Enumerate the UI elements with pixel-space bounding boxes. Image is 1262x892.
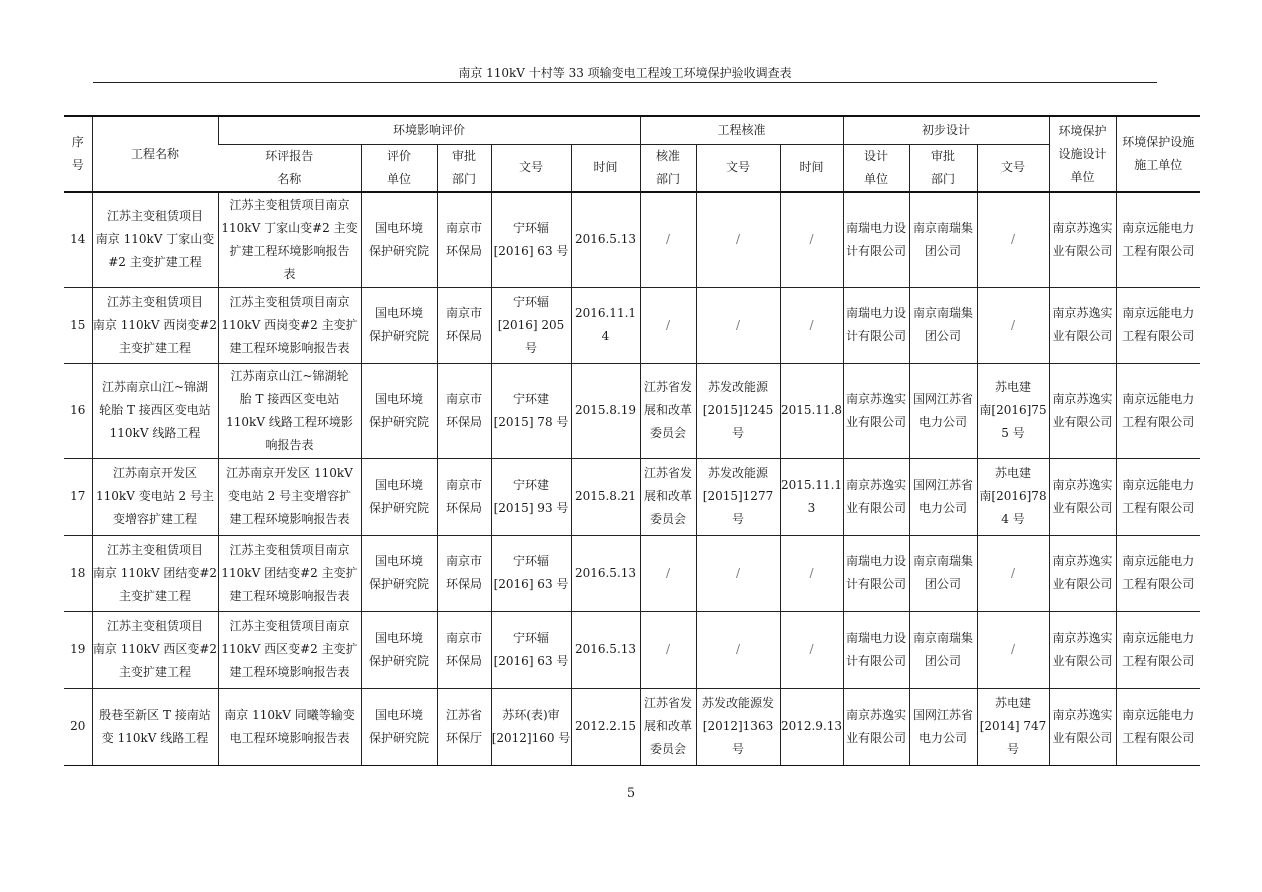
header-approve-dept: 核准 部门 — [640, 144, 696, 192]
cell-design-doc: 苏电建 [2014] 747 号 — [977, 688, 1049, 765]
cell-project-name: 江苏南京山江~锦湖 轮胎 T 接西区变电站 110kV 线路工程 — [92, 363, 218, 458]
cell-no: 19 — [64, 611, 92, 688]
cell-review-dept: 南京市 环保局 — [437, 363, 491, 458]
cell-design-doc: / — [977, 192, 1049, 287]
acceptance-survey-table — [64, 115, 1200, 766]
header-env-build-unit: 环境保护设施 施工单位 — [1116, 116, 1200, 192]
cell-env-build-unit: 南京远能电力 工程有限公司 — [1116, 363, 1200, 458]
cell-report-name: 江苏南京山江~锦湖轮 胎 T 接西区变电站 110kV 线路工程环境影 响报告表 — [218, 363, 361, 458]
cell-no: 20 — [64, 688, 92, 765]
cell-design-review: 南京南瑞集 团公司 — [909, 287, 977, 363]
table-row — [64, 192, 1200, 287]
cell-project-name: 江苏主变租赁项目 南京 110kV 团结变#2 主变扩建工程 — [92, 535, 218, 611]
cell-approve-doc: 苏发改能源 [2015]1245 号 — [696, 363, 780, 458]
cell-design-doc: / — [977, 611, 1049, 688]
header-group-design: 初步设计 — [843, 116, 1049, 144]
cell-approve-time: 2015.11.8 — [780, 363, 843, 458]
cell-approve-time: / — [780, 611, 843, 688]
cell-design-review: 南京南瑞集 团公司 — [909, 611, 977, 688]
cell-env-design-unit: 南京苏逸实 业有限公司 — [1049, 535, 1116, 611]
cell-approve-doc: / — [696, 192, 780, 287]
cell-design-unit: 南京苏逸实 业有限公司 — [843, 458, 909, 535]
cell-design-review: 南京南瑞集 团公司 — [909, 192, 977, 287]
cell-approve-dept: 江苏省发 展和改革 委员会 — [640, 688, 696, 765]
cell-design-doc: 苏电建 南[2016]755 号 — [977, 363, 1049, 458]
cell-approve-time: 2015.11.13 — [780, 458, 843, 535]
cell-approve-time: / — [780, 287, 843, 363]
cell-approve-dept: 江苏省发 展和改革 委员会 — [640, 458, 696, 535]
cell-design-doc: / — [977, 535, 1049, 611]
page-header: 南京 110kV 十村等 33 项输变电工程竣工环境保护验收调查表 — [458, 66, 792, 80]
header-time: 时间 — [571, 144, 640, 192]
header-group-approval: 工程核准 — [640, 116, 843, 144]
header-group-eia: 环境影响评价 — [218, 116, 640, 144]
cell-doc-no: 宁环辐 [2016] 205 号 — [491, 287, 571, 363]
cell-approve-dept: 江苏省发 展和改革 委员会 — [640, 363, 696, 458]
table-row — [64, 363, 1200, 458]
header-eval-unit: 评价 单位 — [361, 144, 437, 192]
cell-report-name: 江苏主变租赁项目南京 110kV 西岗变#2 主变扩 建工程环境影响报告表 — [218, 287, 361, 363]
cell-approve-doc: 苏发改能源发 [2012]1363 号 — [696, 688, 780, 765]
cell-no: 14 — [64, 192, 92, 287]
cell-eval-unit: 国电环境 保护研究院 — [361, 535, 437, 611]
header-design-doc: 文号 — [977, 144, 1049, 192]
cell-doc-no: 宁环辐 [2016] 63 号 — [491, 192, 571, 287]
cell-time: 2016.11.14 — [571, 287, 640, 363]
cell-env-build-unit: 南京远能电力 工程有限公司 — [1116, 535, 1200, 611]
header-doc-no: 文号 — [491, 144, 571, 192]
cell-env-design-unit: 南京苏逸实 业有限公司 — [1049, 611, 1116, 688]
cell-doc-no: 宁环辐 [2016] 63 号 — [491, 535, 571, 611]
table-row — [64, 611, 1200, 688]
cell-design-unit: 南瑞电力设 计有限公司 — [843, 192, 909, 287]
cell-design-doc: / — [977, 287, 1049, 363]
cell-time: 2016.5.13 — [571, 535, 640, 611]
cell-approve-doc: 苏发改能源 [2015]1277 号 — [696, 458, 780, 535]
cell-env-design-unit: 南京苏逸实 业有限公司 — [1049, 688, 1116, 765]
cell-eval-unit: 国电环境 保护研究院 — [361, 192, 437, 287]
cell-approve-time: 2012.9.13 — [780, 688, 843, 765]
cell-approve-doc: / — [696, 535, 780, 611]
cell-project-name: 江苏主变租赁项目 南京 110kV 西区变#2 主变扩建工程 — [92, 611, 218, 688]
cell-approve-time: / — [780, 535, 843, 611]
header-project-name: 工程名称 — [92, 116, 218, 192]
header-env-design-unit: 环境保护 设施设计 单位 — [1049, 116, 1116, 192]
cell-time: 2016.5.13 — [571, 192, 640, 287]
cell-design-review: 国网江苏省 电力公司 — [909, 458, 977, 535]
header-report-name: 环评报告 名称 — [218, 144, 361, 192]
cell-review-dept: 南京市 环保局 — [437, 611, 491, 688]
cell-no: 18 — [64, 535, 92, 611]
cell-approve-time: / — [780, 192, 843, 287]
header-no: 序 号 — [64, 116, 92, 192]
cell-env-design-unit: 南京苏逸实 业有限公司 — [1049, 287, 1116, 363]
cell-project-name: 江苏南京开发区 110kV 变电站 2 号主 变增容扩建工程 — [92, 458, 218, 535]
table-row — [64, 458, 1200, 535]
table-row — [64, 287, 1200, 363]
cell-time: 2015.8.19 — [571, 363, 640, 458]
cell-report-name: 江苏主变租赁项目南京 110kV 西区变#2 主变扩 建工程环境影响报告表 — [218, 611, 361, 688]
cell-review-dept: 南京市 环保局 — [437, 192, 491, 287]
cell-env-build-unit: 南京远能电力 工程有限公司 — [1116, 611, 1200, 688]
cell-time: 2012.2.15 — [571, 688, 640, 765]
cell-env-design-unit: 南京苏逸实 业有限公司 — [1049, 363, 1116, 458]
cell-design-unit: 南京苏逸实 业有限公司 — [843, 688, 909, 765]
cell-no: 16 — [64, 363, 92, 458]
table-row — [64, 535, 1200, 611]
page-number: 5 — [626, 786, 636, 801]
cell-design-unit: 南瑞电力设 计有限公司 — [843, 535, 909, 611]
cell-design-doc: 苏电建 南[2016]784 号 — [977, 458, 1049, 535]
cell-design-review: 南京南瑞集 团公司 — [909, 535, 977, 611]
cell-eval-unit: 国电环境 保护研究院 — [361, 688, 437, 765]
cell-approve-dept: / — [640, 535, 696, 611]
cell-report-name: 江苏南京开发区 110kV 变电站 2 号主变增容扩 建工程环境影响报告表 — [218, 458, 361, 535]
header-design-unit: 设计 单位 — [843, 144, 909, 192]
cell-design-review: 国网江苏省 电力公司 — [909, 688, 977, 765]
header-review-dept: 审批 部门 — [437, 144, 491, 192]
cell-time: 2016.5.13 — [571, 611, 640, 688]
cell-review-dept: 南京市 环保局 — [437, 287, 491, 363]
cell-design-unit: 南京苏逸实 业有限公司 — [843, 363, 909, 458]
cell-approve-dept: / — [640, 192, 696, 287]
header-approve-doc: 文号 — [696, 144, 780, 192]
cell-env-design-unit: 南京苏逸实 业有限公司 — [1049, 458, 1116, 535]
cell-design-review: 国网江苏省 电力公司 — [909, 363, 977, 458]
cell-env-design-unit: 南京苏逸实 业有限公司 — [1049, 192, 1116, 287]
cell-review-dept: 南京市 环保局 — [437, 535, 491, 611]
cell-env-build-unit: 南京远能电力 工程有限公司 — [1116, 192, 1200, 287]
cell-env-build-unit: 南京远能电力 工程有限公司 — [1116, 287, 1200, 363]
cell-approve-doc: / — [696, 611, 780, 688]
cell-doc-no: 宁环建 [2015] 93 号 — [491, 458, 571, 535]
header-design-review: 审批 部门 — [909, 144, 977, 192]
cell-approve-doc: / — [696, 287, 780, 363]
cell-project-name: 殷巷至新区 T 接南站 变 110kV 线路工程 — [92, 688, 218, 765]
cell-eval-unit: 国电环境 保护研究院 — [361, 458, 437, 535]
cell-report-name: 江苏主变租赁项目南京 110kV 丁家山变#2 主变 扩建工程环境影响报告 表 — [218, 192, 361, 287]
cell-project-name: 江苏主变租赁项目 南京 110kV 西岗变#2 主变扩建工程 — [92, 287, 218, 363]
cell-time: 2015.8.21 — [571, 458, 640, 535]
table-row — [64, 688, 1200, 765]
cell-doc-no: 苏环(表)审 [2012]160 号 — [491, 688, 571, 765]
cell-design-unit: 南瑞电力设 计有限公司 — [843, 287, 909, 363]
cell-project-name: 江苏主变租赁项目 南京 110kV 丁家山变 #2 主变扩建工程 — [92, 192, 218, 287]
header-rule — [93, 82, 1157, 83]
cell-no: 15 — [64, 287, 92, 363]
cell-report-name: 江苏主变租赁项目南京 110kV 团结变#2 主变扩 建工程环境影响报告表 — [218, 535, 361, 611]
cell-env-build-unit: 南京远能电力 工程有限公司 — [1116, 688, 1200, 765]
cell-eval-unit: 国电环境 保护研究院 — [361, 287, 437, 363]
cell-eval-unit: 国电环境 保护研究院 — [361, 363, 437, 458]
cell-review-dept: 南京市 环保局 — [437, 458, 491, 535]
header-approve-time: 时间 — [780, 144, 843, 192]
cell-approve-dept: / — [640, 287, 696, 363]
cell-doc-no: 宁环辐 [2016] 63 号 — [491, 611, 571, 688]
cell-no: 17 — [64, 458, 92, 535]
cell-approve-dept: / — [640, 611, 696, 688]
cell-review-dept: 江苏省 环保厅 — [437, 688, 491, 765]
cell-env-build-unit: 南京远能电力 工程有限公司 — [1116, 458, 1200, 535]
cell-design-unit: 南瑞电力设 计有限公司 — [843, 611, 909, 688]
cell-eval-unit: 国电环境 保护研究院 — [361, 611, 437, 688]
cell-doc-no: 宁环建 [2015] 78 号 — [491, 363, 571, 458]
cell-report-name: 南京 110kV 同曦等输变 电工程环境影响报告表 — [218, 688, 361, 765]
